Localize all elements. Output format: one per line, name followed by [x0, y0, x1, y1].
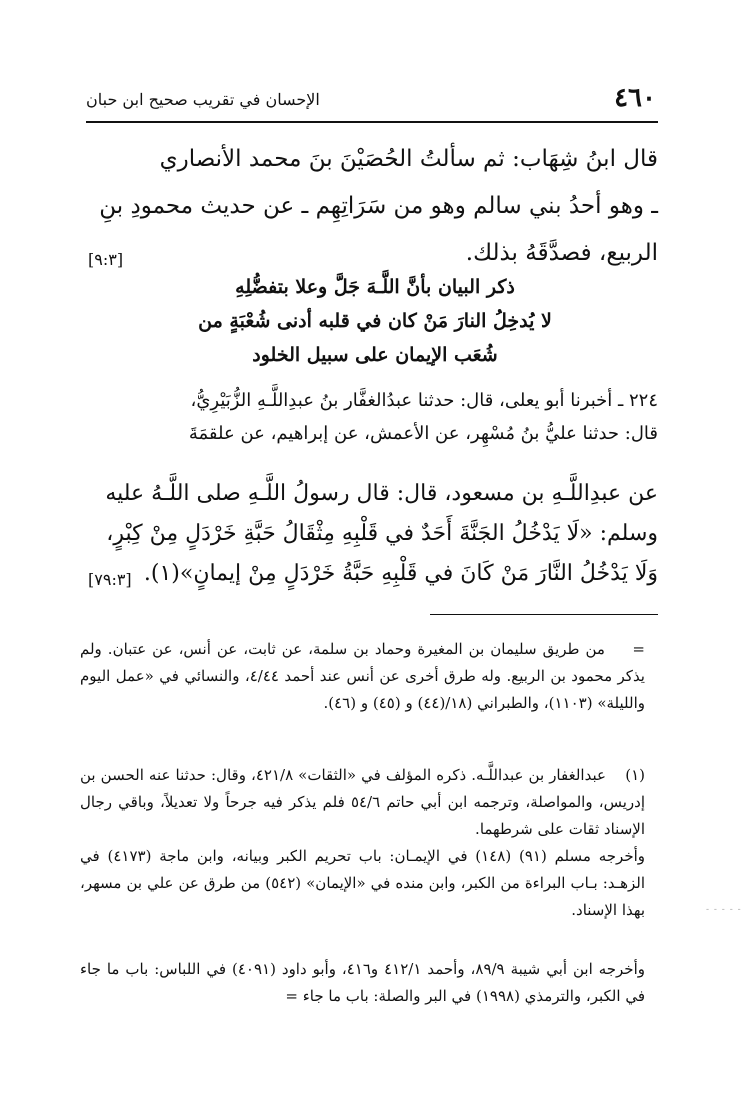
cross-reference: [٧٩:٣]: [88, 570, 132, 589]
hadith-isnad: [88, 384, 658, 450]
footnote-text: من طريق سليمان بن المغيرة وحماد بن سلمة، عن ثابت، عن أنس، عن عتبان. ولم يذكر محمود بن الربيع. وله طرق أخرى عن أنس عند أحمد ٤/٤٤، والنسائي في «عمل اليوم والليلة» (١١٠٣)، والطبراني (١٨/(٤٤) و (٤٥) و (٤٦).: [80, 640, 645, 712]
footnote-marker: =: [632, 640, 645, 658]
footnote-rule: [430, 614, 658, 615]
paragraph-line: قال ابنُ شِهَاب: ثم سألتُ الحُصَيْنَ بنَ محمد الأنصاري: [159, 146, 658, 172]
running-title: الإحسان في تقريب صحيح ابن حبان: [86, 90, 320, 109]
cross-reference: [٩:٣]: [88, 250, 124, 269]
chapter-heading: [150, 270, 600, 372]
chapter-heading-line: ذكر البيان بأنَّ اللَّـهَ جَلَّ وعلا بتفضُّلِهِ: [235, 276, 515, 298]
paragraph-narration: [88, 136, 658, 283]
hadith-matn: [88, 474, 658, 600]
header-rule: [86, 121, 658, 123]
paragraph-line: ـ وهو أحدُ بني سالم وهو من سَرَاتِهِم ـ عن حديث محمودِ بنِ: [99, 193, 658, 219]
footnote-marker: (١): [625, 766, 645, 784]
isnad-line: ٢٢٤ ـ أخبرنا أبو يعلى، قال: حدثنا عبدُالغفَّار بنُ عبدِاللَّـهِ الزُّبَيْرِيُّ،: [190, 390, 658, 411]
scan-mark: - - - - -: [706, 905, 742, 915]
matn-line: عن عبدِاللَّـهِ بن مسعود، قال: قال رسولُ اللَّـهِ صلى اللَّـهُ عليه: [105, 481, 658, 506]
chapter-heading-line: لا يُدخِلُ النارَ مَنْ كان في قلبه أدنى شُعْبَةٍ من: [198, 310, 552, 332]
matn-text: وَلَا يَدْخُلُ النَّارَ مَنْ كَانَ في قَلْبِهِ حَبَّةُ خَرْدَلٍ مِنْ إيمانٍ»(١).: [143, 561, 658, 586]
chapter-heading-line: شُعَب الإيمان على سبيل الخلود: [252, 344, 498, 366]
isnad-line: قال: حدثنا عليُّ بنُ مُسْهِر، عن الأعمش، عن إبراهيم، عن علقمَةَ: [188, 423, 658, 444]
footnote-text: وأخرجه ابن أبي شيبة ٨٩/٩، وأحمد ٤١٢/١ و٤١٦، وأبو داود (٤٠٩١) في اللباس: باب ما جاء في الكبر، والترمذي (١٩٩٨) في البر والصلة: باب ما جاء =: [80, 960, 645, 1005]
footnote-text: وأخرجه مسلم (٩١) (١٤٨) في الإيمـان: باب تحريم الكبر وبيانه، وابن ماجة (٤١٧٣) في الزهـد: بـاب البراءة من الكبر، وابن منده في «الإيمان» (٥٤٢) من طرق عن علي بن مسهر، بهذا الإسناد.: [80, 847, 646, 919]
paragraph-text: الربيع، فصدَّقَهُ بذلك.: [465, 240, 658, 266]
matn-line: وسلم: «لَا يَدْخُلُ الجَنَّةَ أَحَدٌ في قَلْبِهِ مِثْقَالُ حَبَّةِ خَرْدَلٍ مِنْ كِبْرٍ،: [106, 521, 658, 546]
footnote-1: [80, 762, 645, 924]
footnote-text: عبدالغفار بن عبداللَّـه. ذكره المؤلف في «الثقات» ٤٢١/٨، وقال: حدثنا عنه الحسن بن إدريس، والمواصلة، وترجمه ابن أبي حاتم ٥٤/٦ فلم يذكر فيه جرحاً ولا تعديلاً، وباقي رجال الإسناد ثقات على شرطهما.: [80, 766, 645, 838]
matn-line-last: [88, 554, 658, 594]
page-number: ٤٦٠: [614, 83, 656, 113]
page-header: [86, 82, 656, 122]
footnote-continued: [80, 636, 645, 717]
footnote-1-continued: [80, 956, 645, 1010]
